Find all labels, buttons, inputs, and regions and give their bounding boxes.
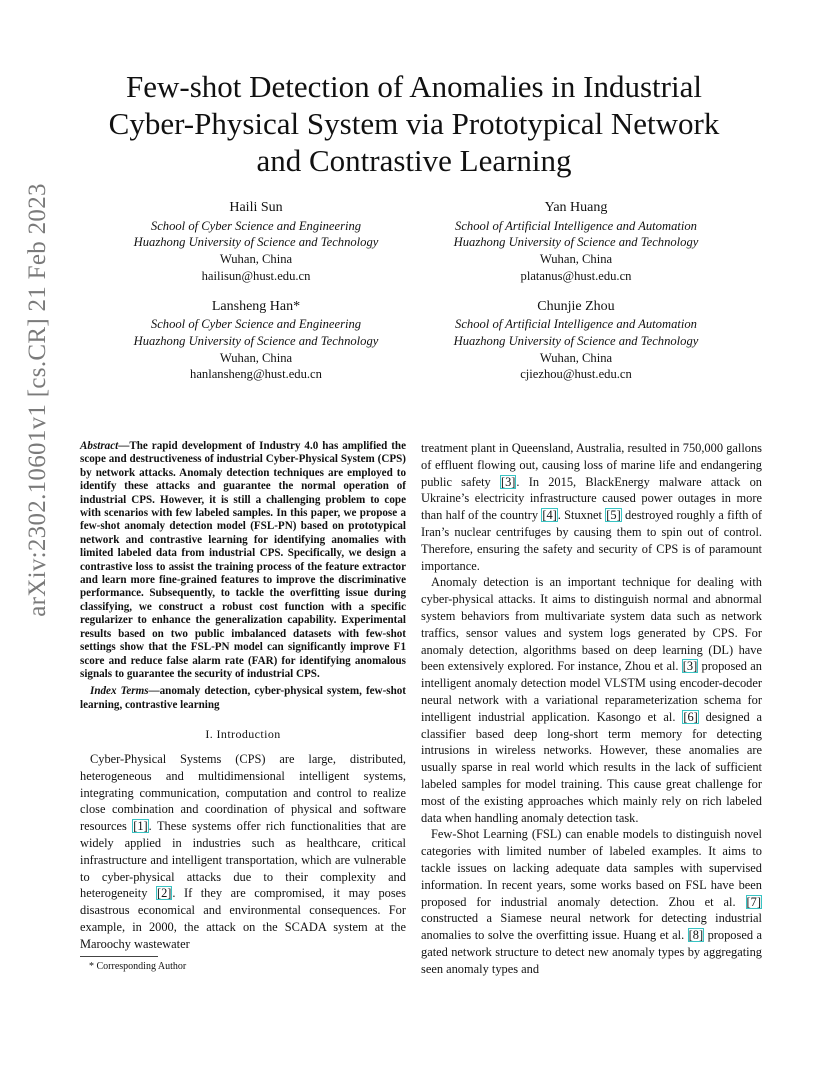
author-affiliation: School of Cyber Science and Engineering — [150, 317, 362, 332]
author-affiliation: Huazhong University of Science and Technology — [133, 235, 379, 250]
author-location: Wuhan, China — [219, 252, 293, 267]
citation-link[interactable]: [5] — [606, 508, 621, 523]
index-terms-label: Index Terms — [90, 685, 149, 698]
paragraph-text: treatment plant in Queensland, Australia, resulted in 750,000 gallons of effluent flowing out, causing loss of marine life and endangering public safety — [421, 441, 762, 489]
section-heading-introduction: I. Introduction — [205, 727, 281, 742]
author-affiliation: School of Artificial Intelligence and Automation — [455, 218, 697, 233]
author-email: hailisun@hust.edu.cn — [201, 268, 311, 283]
citation-link[interactable]: [4] — [542, 508, 557, 523]
author-affiliation: Huazhong University of Science and Technology — [453, 235, 699, 250]
paragraph-text: . Stuxnet — [557, 508, 606, 523]
index-terms-text: —anomaly detection, cyber-physical system, few-shot learning, contrastive learning — [80, 685, 406, 711]
paragraph-text: proposed an intelligent anomaly detection model VLSTM using encoder-decoder neural network with a variational reparameterization schema for intelligent industrial application. Kasongo et al. — [421, 659, 762, 724]
paragraph-text: . If they are compromised, it may poses disastrous economical and environmental consequences. For example, in 2000, the attack on the SCADA system at the Maroochy wastewater — [80, 886, 406, 951]
paragraph-text: destroyed roughly a fifth of Iran’s nuclear centrifuges by causing them to spin out of control. Therefore, ensuring the safety and security of CPS is of paramount importance. — [421, 508, 763, 573]
author-location: Wuhan, China — [539, 252, 613, 267]
abstract — [80, 440, 406, 681]
title-line: Cyber-Physical System via Prototypical Network — [108, 106, 720, 141]
citation-link[interactable]: [2] — [156, 886, 172, 901]
citation-link[interactable]: [6] — [683, 709, 698, 724]
author-affiliation: School of Cyber Science and Engineering — [150, 218, 362, 233]
index-terms — [80, 685, 406, 712]
title-line: Few-shot Detection of Anomalies in Industrial — [126, 69, 702, 104]
author-name: Haili Sun — [229, 200, 283, 215]
citation-link[interactable]: [3] — [500, 474, 516, 489]
author-affiliation: School of Artificial Intelligence and Automation — [455, 317, 697, 332]
intro-paragraph — [80, 751, 406, 953]
paper-title — [80, 68, 748, 179]
author-block — [96, 200, 736, 383]
author-location: Wuhan, China — [219, 350, 293, 365]
intro-paragraph-continued — [421, 440, 762, 574]
author-email: platanus@hust.edu.cn — [520, 268, 632, 283]
author-name: Lansheng Han* — [211, 298, 301, 314]
citation-link[interactable]: [3] — [682, 659, 698, 674]
author-affiliation: Huazhong University of Science and Technology — [453, 333, 699, 348]
paragraph-text: . These systems offer rich functionalities that are widely applied in industries such as healthcare, critical infrastructure and intelligent transportation, which are vulnerable to cyber-physical attacks due to their complexity and heterogeneity — [80, 819, 406, 901]
paragraph-text: constructed a Siamese neural network for detecting industrial anomalies to solve the overfitting issue. Huang et al. — [421, 911, 762, 943]
right-column — [421, 440, 762, 978]
author-name: Yan Huang — [544, 200, 608, 215]
paragraph-text: proposed a gated network structure to detect new anomaly types by aggregating seen anomaly types and — [421, 928, 762, 976]
citation-link[interactable]: [8] — [688, 928, 704, 943]
title-line: and Contrastive Learning — [256, 143, 572, 178]
arxiv-id: arXiv:2302.10601v1 [cs.CR] 21 Feb 2023 — [24, 183, 51, 617]
paragraph-text: Few-Shot Learning (FSL) can enable models to distinguish novel categories with limited number of labeled examples. It aims to tackle issues on lacking adequate data samples with supervised information. In recent years, some works based on FSL have been proposed for industrial anomaly detection. Zhou et al. — [421, 827, 762, 909]
author-haili-sun — [96, 200, 416, 285]
paragraph-text: . In 2015, BlackEnergy malware attack on Ukraine’s electricity infrastructure caused power outages in more than half of the country — [421, 474, 762, 523]
author-email: hanlansheng@hust.edu.cn — [190, 367, 322, 382]
author-name: Chunjie Zhou — [537, 298, 615, 314]
author-affiliation: Huazhong University of Science and Technology — [133, 333, 379, 348]
abstract-text: —The rapid development of Industry 4.0 has amplified the scope and destructiveness of industrial Cyber-Physical System (CPS) by network attacks. Anomaly detection techniques are employed to identify these attacks and guarantee the normal operation of industrial CPS. However, it is still a challenging problem to cope with scenarios with few labeled samples. In this paper, we propose a few-shot anomaly detection model (FSL-PN) based on prototypical network and contrastive learning for identifying anomalies with limited labeled data from industrial CPS. Specifically, we design a contrastive loss to assist the training process of the feature extractor and learn more fine-grained features to improve the discriminative performance. Subsequently, to tackle the overfitting issue during classifying, we construct a robust cost function with a specific regularizer to enhance the generalization capability. Experimental results based on two public imbalanced datasets with few-shot settings show that the FSL-PN model can significantly improve F1 score and reduce false alarm rate (FAR) for identifying anomalous signals to guarantee the security of industrial CPS. — [80, 440, 406, 680]
abstract-label: Abstract — [80, 440, 119, 452]
paragraph-text: designed a classifier based deep long-short term memory for detecting intrusions in wireless networks. However, these anomalies are usually sparse in real world which results in the lack of sufficient labeled samples for model training. This cause great challenge for most of the existing approaches which mainly rely on rich labeled data when handling anomaly detection task. — [421, 709, 763, 825]
citation-link[interactable]: [1] — [133, 819, 148, 834]
paragraph-text: Anomaly detection is an important technique for dealing with cyber-physical attacks. It aims to distinguish normal and abnormal system behaviors from multivariate system data such as network traffics, sensor values and system logs generated by CPS. For anomaly detection, algorithms based on deep learning (DL) have been extensively explored. For instance, Zhou et al. — [421, 575, 762, 674]
paragraph-text: Cyber-Physical Systems (CPS) are large, distributed, heterogeneous and multidimensional intelligent systems, integrating communication, computation and control to realize close combination and coordination of physical and software resources — [80, 751, 406, 834]
footnote-divider — [80, 956, 158, 957]
author-lansheng-han — [96, 299, 416, 384]
footnote-corresponding-author: * Corresponding Author — [89, 961, 187, 972]
citation-link[interactable]: [7] — [746, 894, 761, 909]
author-location: Wuhan, China — [539, 350, 613, 365]
anomaly-detection-paragraph — [421, 574, 762, 826]
author-email: cjiezhou@hust.edu.cn — [520, 367, 632, 382]
author-yan-huang — [416, 200, 736, 285]
left-column — [80, 440, 406, 952]
author-chunjie-zhou — [416, 299, 736, 384]
arxiv-watermark — [18, 90, 58, 710]
few-shot-learning-paragraph — [421, 826, 762, 977]
